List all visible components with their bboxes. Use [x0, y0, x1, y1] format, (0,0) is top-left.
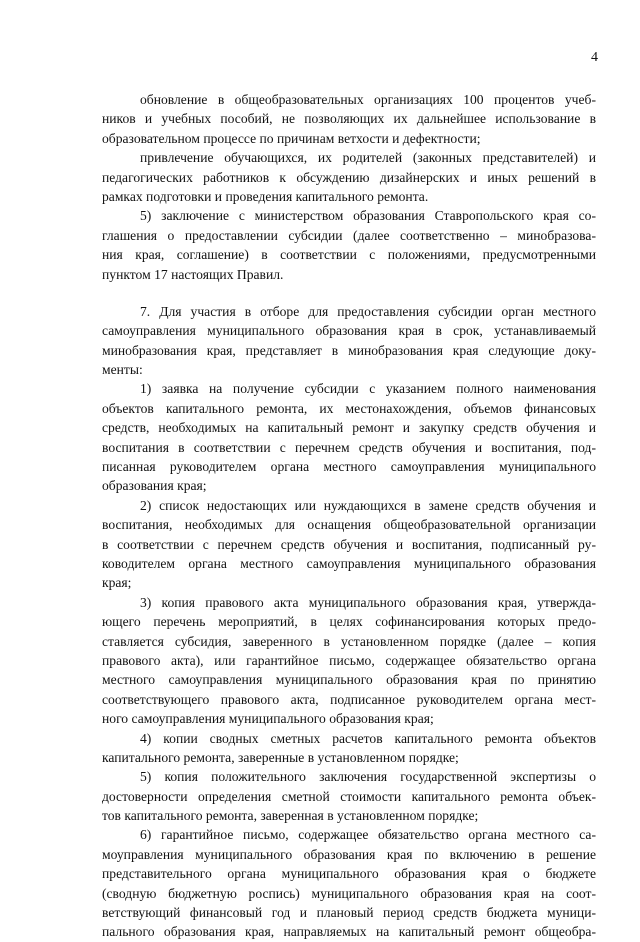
text-line: ставляется субсидия, заверенного в установленном порядке (далее – копия: [102, 633, 596, 649]
text-line: 5) заключение с министерством образования Ставропольского края со-: [140, 208, 596, 224]
paragraph-item-1-application: [102, 379, 596, 495]
page-number: 4: [591, 50, 598, 65]
paragraph-item-6-guarantee-letter: [102, 825, 596, 941]
text-line: самоуправления муниципального образования края в срок, устанавливаемый: [102, 323, 596, 339]
document-body: [102, 90, 596, 942]
text-line: ющего перечень мероприятий, в целях софинансирования которых предо-: [102, 614, 596, 630]
text-line: образования края;: [102, 478, 207, 494]
paragraph-involve-students: [102, 148, 596, 206]
text-line: минобразования края, представляет в минобразования края следующие доку-: [102, 342, 596, 358]
text-line: привлечение обучающихся, их родителей (законных представителей) и: [140, 150, 596, 166]
text-line: местного самоуправления муниципального образования края по принятию: [102, 672, 596, 688]
text-line: тов капитального ремонта, заверенная в установленном порядке;: [102, 808, 479, 824]
text-line: обновление в общеобразовательных организациях 100 процентов учеб-: [140, 92, 596, 107]
text-line: пального образования края, направляемых на капитальный ремонт общеобра-: [102, 924, 596, 940]
text-line: ного самоуправления муниципального образования края;: [102, 711, 434, 727]
text-line: правового акта), или гарантийное письмо, содержащее обязательство органа: [102, 652, 596, 668]
text-line: края;: [102, 575, 132, 591]
text-line: ния края, соглашение) в соответствии с положениями, предусмотренными: [102, 247, 596, 263]
paragraph-item-5-expertise: [102, 767, 596, 825]
text-line: 2) список недостающих или нуждающихся в замене средств обучения и: [140, 497, 596, 513]
text-line: 7. Для участия в отборе для предоставления субсидии орган местного: [140, 303, 596, 319]
paragraph-item-3-legal-act: [102, 593, 596, 729]
text-line: пунктом 17 настоящих Правил.: [102, 266, 284, 282]
text-line: 1) заявка на получение субсидии с указанием полного наименования: [140, 381, 596, 397]
paragraph-section-7: [102, 302, 596, 380]
text-line: моуправления муниципального образования края по включению в решение: [102, 846, 596, 862]
section-gap: [102, 284, 596, 302]
text-line: представительного органа муниципального образования края о бюджете: [102, 866, 596, 882]
text-line: 5) копия положительного заключения государственной экспертизы о: [140, 769, 596, 785]
text-line: объектов капитального ремонта, их местонахождения, объемов финансовых: [102, 400, 596, 416]
text-line: в соответствии с перечнем средств обучения и воспитания, подписанный ру-: [102, 536, 596, 552]
text-line: писанная руководителем органа местного самоуправления муниципального: [102, 459, 596, 475]
text-line: педагогических работников к обсуждению дизайнерских и иных решений в: [102, 169, 596, 185]
text-line: 6) гарантийное письмо, содержащее обязательство органа местного са-: [140, 827, 596, 843]
text-line: ководителем органа местного самоуправления муниципального образования: [102, 555, 596, 571]
text-line: ников и учебных пособий, не позволяющих их дальнейшее использование в: [102, 111, 596, 127]
text-line: 4) копии сводных сметных расчетов капитального ремонта объектов: [140, 730, 596, 746]
paragraph-update-textbooks: [102, 90, 596, 148]
text-line: 3) копия правового акта муниципального образования края, утвержда-: [140, 594, 596, 610]
paragraph-item-4-estimates: [102, 729, 596, 768]
text-line: соответствующего правового акта, подписанное руководителем органа мест-: [102, 691, 596, 707]
paragraph-item-2-list: [102, 496, 596, 593]
text-line: достоверности определения сметной стоимости капитального ремонта объек-: [102, 788, 596, 804]
text-line: менты:: [102, 362, 143, 378]
paragraph-item-5-agreement: [102, 206, 596, 284]
text-line: воспитания, необходимых для оснащения общеобразовательной организации: [102, 517, 596, 533]
text-line: рамках подготовки и проведения капитального ремонта.: [102, 188, 429, 204]
text-line: глашения о предоставлении субсидии (далее соответственно – минобразова-: [102, 227, 596, 243]
text-line: образовательном процессе по причинам ветхости и дефектности;: [102, 130, 481, 146]
text-line: (сводную бюджетную роспись) муниципального образования края на соот-: [102, 885, 596, 901]
text-line: ветствующий финансовый год и плановый период средств бюджета муници-: [102, 905, 596, 921]
text-line: капитального ремонта, заверенные в установленном порядке;: [102, 749, 459, 765]
text-line: средств, необходимых на капитальный ремонт и закупку средств обучения и: [102, 420, 596, 436]
text-line: воспитания в соответствии с перечнем средств обучения и воспитания, под-: [102, 439, 596, 455]
